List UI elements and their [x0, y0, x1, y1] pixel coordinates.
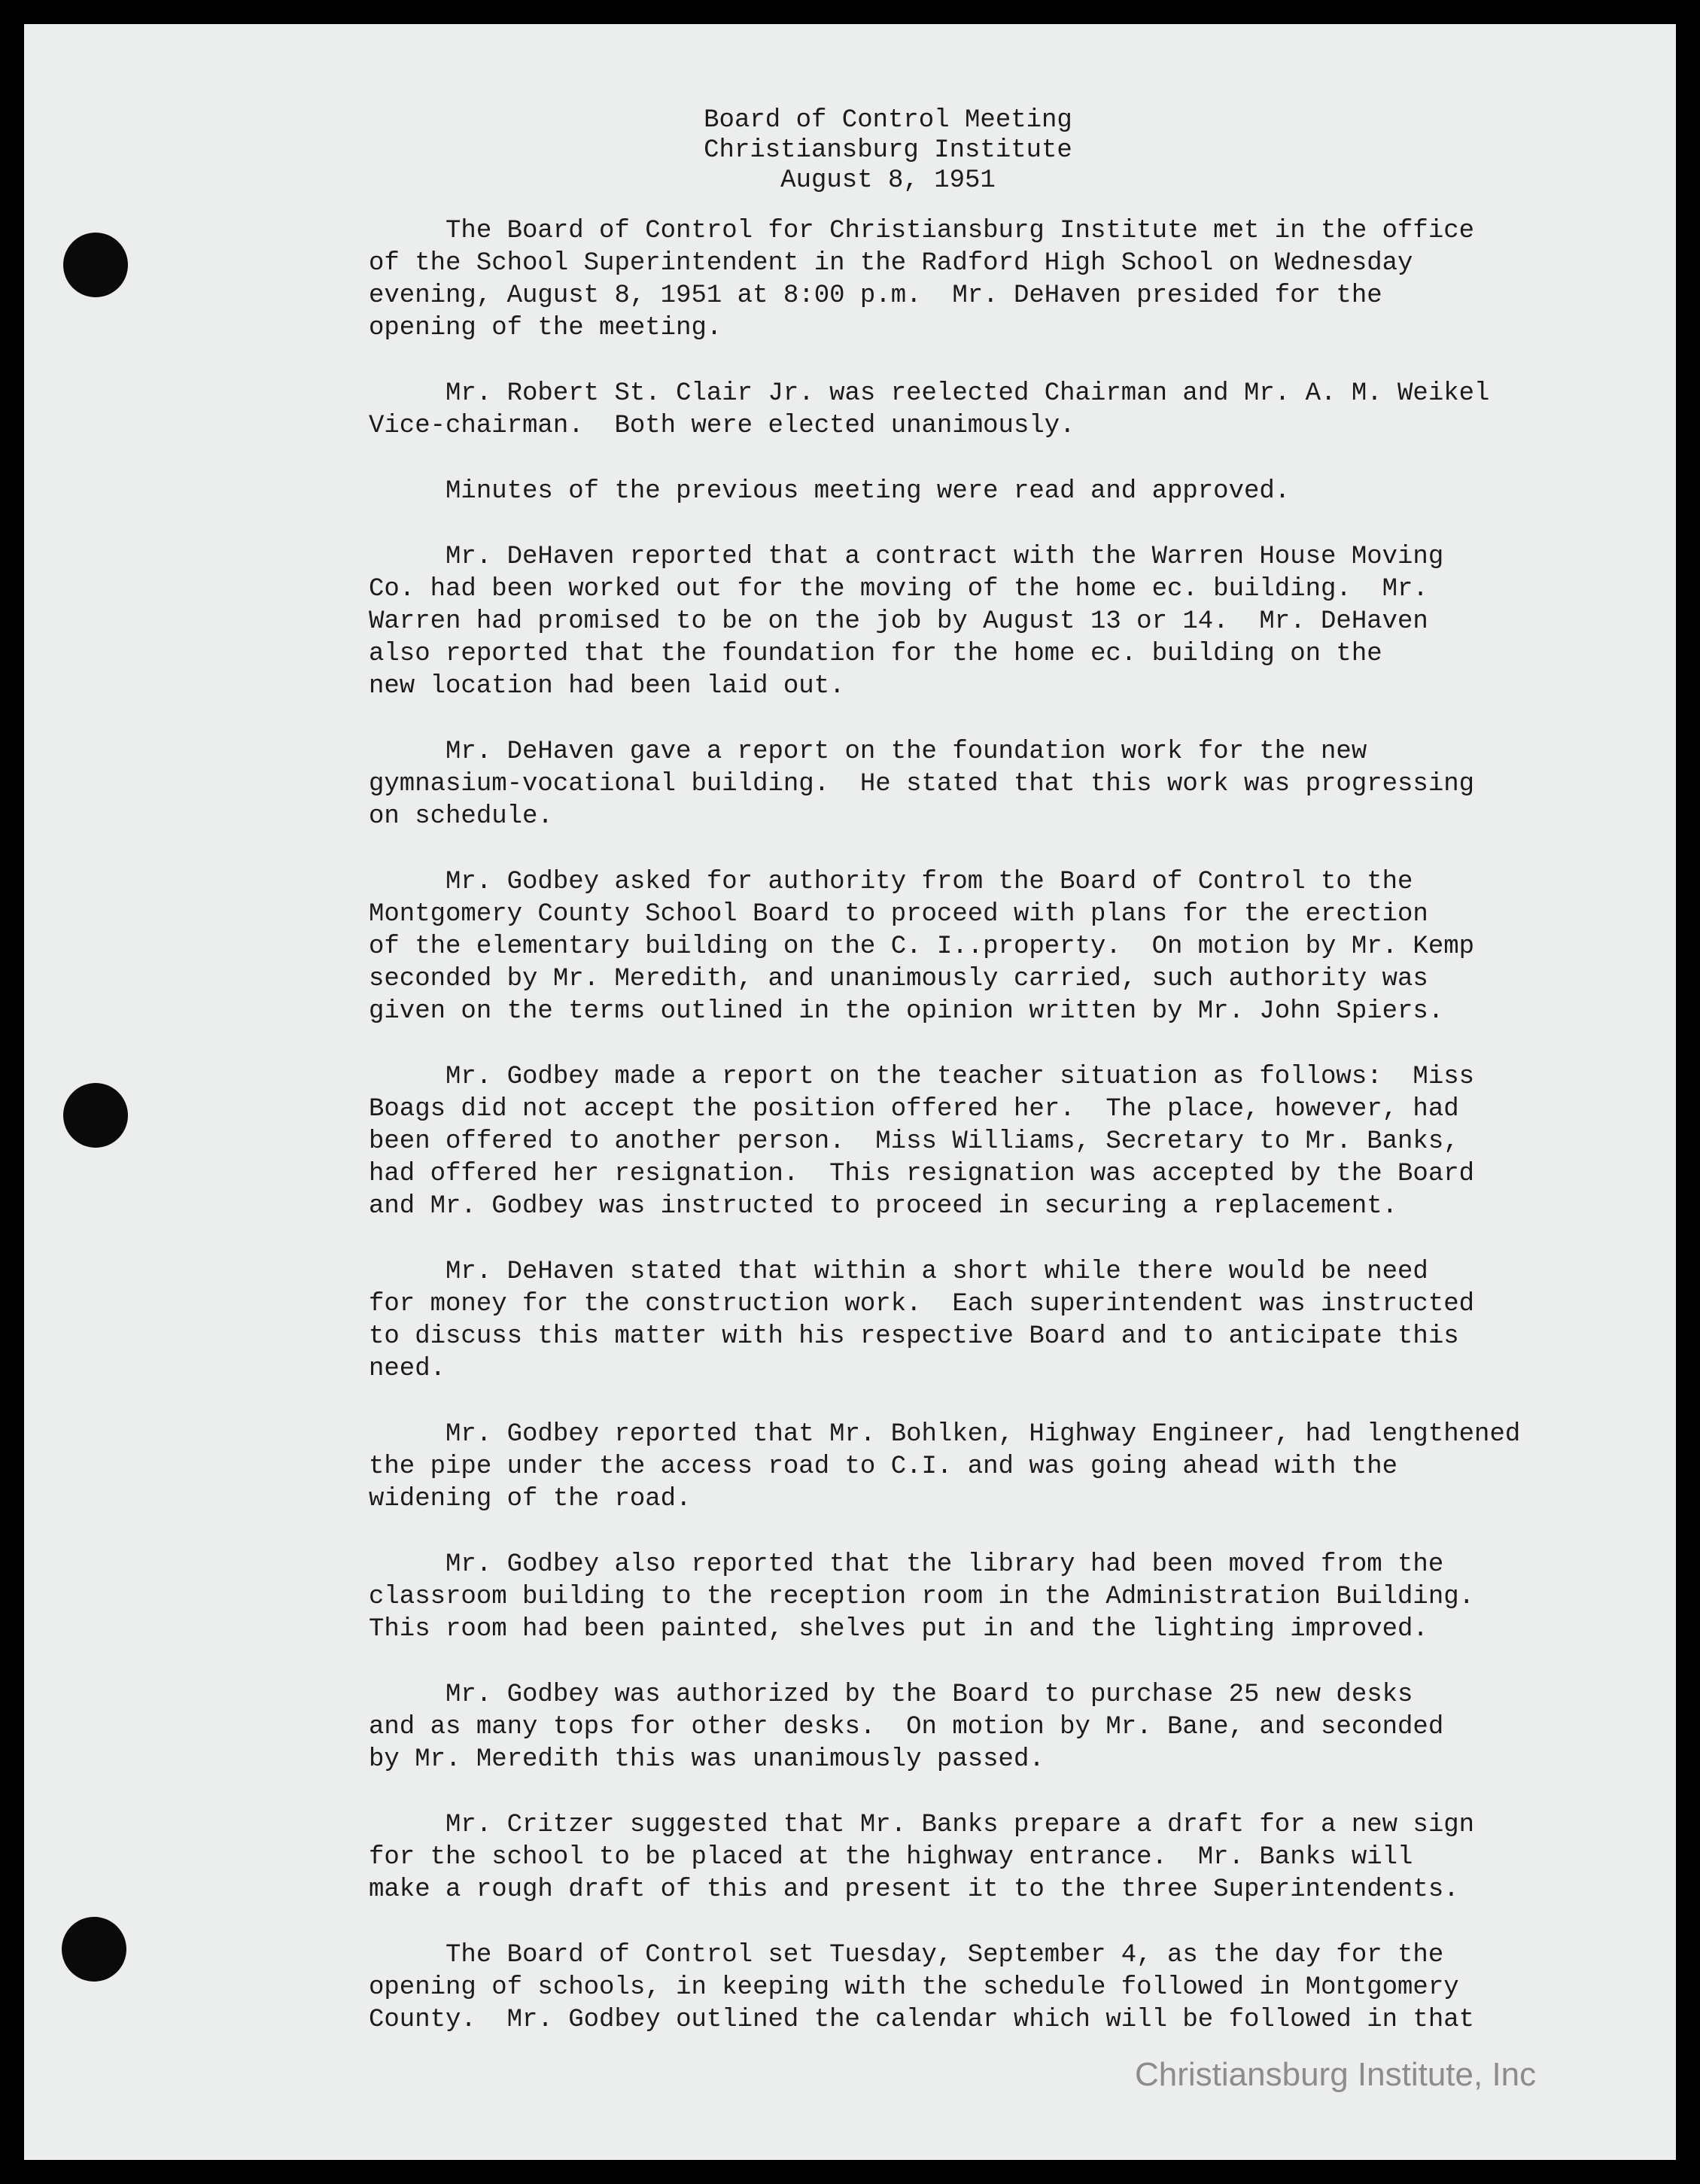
text-line: Mr. DeHaven gave a report on the foundation work for the new — [369, 738, 1367, 766]
text-line: Mr. Godbey reported that Mr. Bohlken, Highway Engineer, had lengthened — [369, 1420, 1521, 1449]
punch-hole-top — [63, 233, 128, 297]
text-line: for money for the construction work. Each superintendent was instructed — [369, 1290, 1475, 1319]
paragraph — [369, 1256, 1603, 1386]
paragraph — [369, 736, 1603, 833]
text-line: opening of schools, in keeping with the schedule followed in Montgomery — [369, 1973, 1459, 2002]
text-line: The Board of Control for Christiansburg Institute met in the office — [369, 217, 1475, 245]
text-line: Mr. Godbey also reported that the library had been moved from the — [369, 1550, 1444, 1579]
punch-hole-middle — [63, 1083, 128, 1148]
text-line: Mr. DeHaven stated that within a short while there would be need — [369, 1258, 1428, 1286]
paragraph — [369, 1809, 1603, 1906]
paragraph — [369, 215, 1603, 345]
minutes-paragraphs — [369, 215, 1603, 2036]
text-line: need. — [369, 1355, 446, 1383]
text-line: had offered her resignation. This resignation was accepted by the Board — [369, 1160, 1475, 1188]
text-line: seconded by Mr. Meredith, and unanimously carried, such authority was — [369, 965, 1428, 993]
header-date: August 8, 1951 — [780, 166, 996, 195]
text-line: gymnasium-vocational building. He stated that this work was progressing — [369, 770, 1475, 798]
text-line: Montgomery County School Board to proceed with plans for the erection — [369, 900, 1428, 929]
paragraph — [369, 1061, 1603, 1223]
text-line: Mr. Robert St. Clair Jr. was reelected Chairman and Mr. A. M. Weikel — [369, 379, 1490, 408]
text-line: Vice-chairman. Both were elected unanimously. — [369, 412, 1075, 440]
text-line: for the school to be placed at the highway entrance. Mr. Banks will — [369, 1843, 1413, 1872]
paragraph — [369, 1939, 1603, 2036]
header-organization: Christiansburg Institute — [704, 136, 1072, 165]
text-line: evening, August 8, 1951 at 8:00 p.m. Mr. DeHaven presided for the — [369, 281, 1382, 310]
text-line: also reported that the foundation for the home ec. building on the — [369, 640, 1382, 668]
punch-hole-bottom — [62, 1917, 126, 1982]
text-line: make a rough draft of this and present it to the three Superintendents. — [369, 1875, 1459, 1904]
text-line: Co. had been worked out for the moving of the home ec. building. Mr. — [369, 575, 1428, 604]
paragraph — [369, 1419, 1603, 1516]
text-line: of the elementary building on the C. I..property. On motion by Mr. Kemp — [369, 932, 1475, 961]
text-line: This room had been painted, shelves put in and the lighting improved. — [369, 1615, 1428, 1644]
text-line: given on the terms outlined in the opinion written by Mr. John Spiers. — [369, 997, 1444, 1026]
paragraph — [369, 1549, 1603, 1646]
text-line: County. Mr. Godbey outlined the calendar which will be followed in that — [369, 2006, 1475, 2034]
text-line: Boags did not accept the position offered her. The place, however, had — [369, 1095, 1459, 1124]
paragraph — [369, 866, 1603, 1028]
document-header — [369, 105, 1407, 196]
text-line: to discuss this matter with his respective Board and to anticipate this — [369, 1322, 1459, 1351]
text-line: and as many tops for other desks. On motion by Mr. Bane, and seconded — [369, 1713, 1444, 1741]
text-line: classroom building to the reception room in the Administration Building. — [369, 1583, 1475, 1611]
paragraph — [369, 378, 1603, 443]
text-line: new location had been laid out. — [369, 672, 845, 701]
text-line: Minutes of the previous meeting were read and approved. — [369, 477, 1291, 506]
text-line: by Mr. Meredith this was unanimously passed. — [369, 1745, 1045, 1774]
text-line: The Board of Control set Tuesday, September 4, as the day for the — [369, 1941, 1444, 1970]
paragraph — [369, 476, 1603, 508]
text-line: Mr. Godbey made a report on the teacher situation as follows: Miss — [369, 1063, 1475, 1091]
document-body — [369, 105, 1603, 2070]
text-line: Mr. Godbey was authorized by the Board to purchase 25 new desks — [369, 1681, 1413, 1709]
text-line: been offered to another person. Miss Williams, Secretary to Mr. Banks, — [369, 1127, 1459, 1156]
header-title: Board of Control Meeting — [704, 106, 1072, 135]
text-line: opening of the meeting. — [369, 314, 722, 342]
watermark: Christiansburg Institute, Inc — [1135, 2056, 1537, 2093]
text-line: on schedule. — [369, 802, 553, 831]
text-line: Mr. Critzer suggested that Mr. Banks prepare a draft for a new sign — [369, 1811, 1475, 1839]
text-line: of the School Superintendent in the Radford High School on Wednesday — [369, 249, 1413, 278]
text-line: widening of the road. — [369, 1485, 692, 1513]
text-line: Mr. Godbey asked for authority from the Board of Control to the — [369, 868, 1413, 896]
paragraph — [369, 1679, 1603, 1776]
text-line: Mr. DeHaven reported that a contract with the Warren House Moving — [369, 543, 1444, 571]
paragraph — [369, 541, 1603, 703]
text-line: the pipe under the access road to C.I. and was going ahead with the — [369, 1452, 1398, 1481]
text-line: and Mr. Godbey was instructed to proceed in securing a replacement. — [369, 1192, 1398, 1221]
text-line: Warren had promised to be on the job by August 13 or 14. Mr. DeHaven — [369, 607, 1428, 636]
